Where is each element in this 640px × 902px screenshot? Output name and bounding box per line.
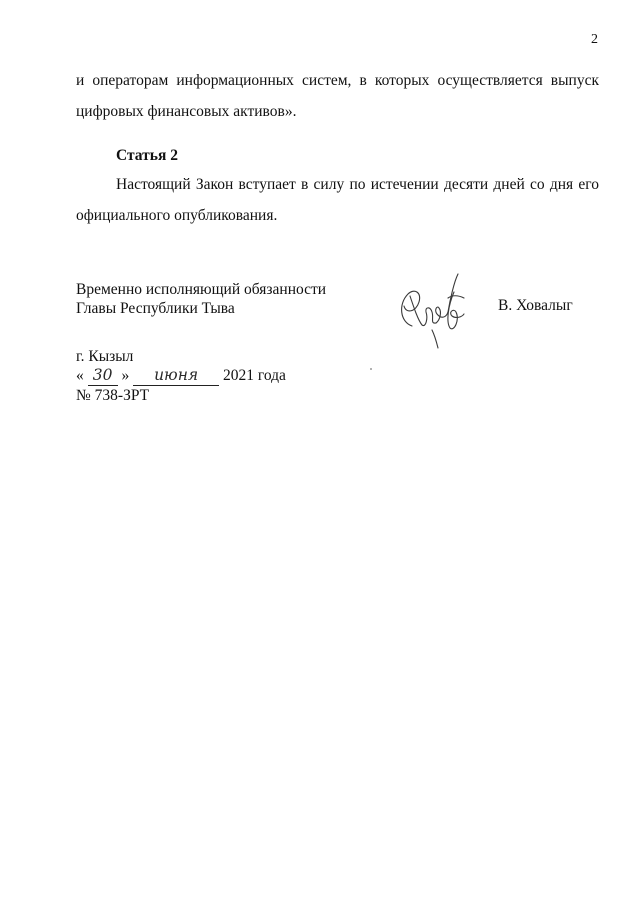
article-heading: Статья 2 [116,147,178,164]
article-paragraph [76,169,599,231]
document-footer [76,347,286,405]
date-open-quote: « [76,367,84,384]
intro-paragraph [76,65,599,127]
signer-title-line-2: Главы Республики Тыва [76,300,235,317]
law-number: № 738-ЗРТ [76,387,150,404]
date-month-handwritten: июня [133,366,219,386]
article-line-1: Настоящий Закон вступает в силу по истечении десяти дней со дня его [116,176,599,193]
date-year: 2021 года [223,367,286,384]
date-day-handwritten: 30 [88,366,118,386]
intro-line-1: и операторам информационных систем, в которых осуществляется выпуск [76,72,599,89]
date-close-quote: » [121,367,130,384]
signer-title [76,280,326,318]
signing-date [76,366,286,386]
place-of-signing: г. Кызыл [76,348,134,365]
page-number: 2 [591,32,598,47]
intro-line-2: цифровых финансовых активов». [76,103,297,120]
article-line-2: официального опубликования. [76,207,278,224]
scan-speck [370,368,372,370]
handwritten-signature [392,268,472,350]
signer-title-line-1: Временно исполняющий обязанности [76,281,327,298]
signer-name: В. Ховалыг [498,297,573,314]
